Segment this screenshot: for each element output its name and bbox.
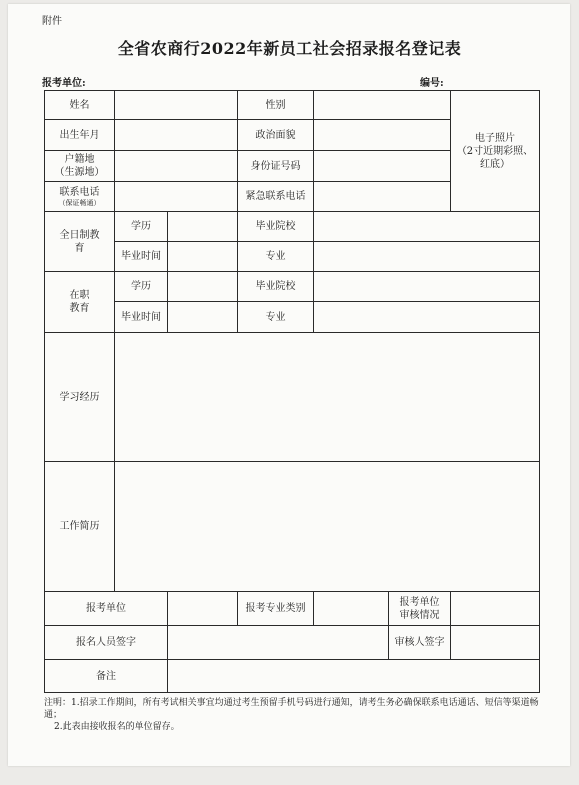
fulltime-grad-time-label: 毕业时间 <box>114 241 168 272</box>
inservice-major-label: 专业 <box>237 301 314 333</box>
phone-field[interactable] <box>114 181 238 212</box>
form-title: 全省农商行2022年新员工社会招录报名登记表 <box>117 39 462 58</box>
reviewer-sign-field[interactable] <box>450 625 540 660</box>
birth-field[interactable] <box>114 119 238 151</box>
unit-review-label: 报考单位审核情况 <box>388 591 451 626</box>
hukou-label <box>44 150 115 182</box>
gender-label: 性别 <box>237 90 314 120</box>
phone-text: 联系电话 <box>59 186 100 198</box>
photo-label: 电子照片 <box>475 132 515 144</box>
study-history-label: 学习经历 <box>44 332 115 462</box>
work-history-label: 工作简历 <box>44 461 115 592</box>
remarks-field[interactable] <box>167 659 540 693</box>
fulltime-school-label: 毕业院校 <box>237 211 314 242</box>
work-history-field[interactable] <box>114 461 540 592</box>
phone-label <box>44 181 115 212</box>
hukou-text: 户籍地 <box>64 154 95 165</box>
id-number-field[interactable] <box>313 150 451 182</box>
inservice-school-field[interactable] <box>313 271 540 302</box>
hukou-field[interactable] <box>114 150 238 182</box>
id-number-label: 身份证号码 <box>237 150 314 182</box>
hukou-note: （生源地） <box>54 167 105 178</box>
fulltime-edu-label: 全日制教育 <box>44 211 115 272</box>
inservice-grad-time-field[interactable] <box>167 301 238 333</box>
fulltime-school-field[interactable] <box>313 211 540 242</box>
inservice-edu-label: 在职教育 <box>44 271 115 333</box>
photo-box[interactable] <box>450 90 540 212</box>
phone-note: （保证畅通） <box>58 198 101 207</box>
inservice-grad-time-label: 毕业时间 <box>114 301 168 333</box>
apply-major-type-field[interactable] <box>313 591 389 626</box>
apply-unit-row-label: 报考单位 <box>44 591 168 626</box>
fulltime-major-field[interactable] <box>313 241 540 272</box>
footnote <box>44 697 544 733</box>
attachment-label: 附件 <box>42 16 62 27</box>
number-label: 编号: <box>420 78 444 89</box>
apply-major-type-label: 报考专业类别 <box>237 591 314 626</box>
birth-label: 出生年月 <box>44 119 115 151</box>
inservice-major-field[interactable] <box>313 301 540 333</box>
inservice-school-label: 毕业院校 <box>237 271 314 302</box>
fulltime-grad-time-field[interactable] <box>167 241 238 272</box>
emergency-phone-field[interactable] <box>313 181 451 212</box>
politics-label: 政治面貌 <box>237 119 314 151</box>
inservice-degree-field[interactable] <box>167 271 238 302</box>
inservice-degree-label: 学历 <box>114 271 168 302</box>
remarks-label: 备注 <box>44 659 168 693</box>
fulltime-major-label: 专业 <box>237 241 314 272</box>
fulltime-degree-label: 学历 <box>114 211 168 242</box>
photo-note: （2寸近期彩照、红底） <box>456 145 534 170</box>
apply-unit-label: 报考单位: <box>42 78 86 89</box>
name-label: 姓名 <box>44 90 115 120</box>
applicant-sign-field[interactable] <box>167 625 389 660</box>
apply-unit-field[interactable] <box>167 591 238 626</box>
footnote-line-2: 2.此表由接收报名的单位留存。 <box>54 722 180 732</box>
emergency-phone-label: 紧急联系电话 <box>237 181 314 212</box>
politics-field[interactable] <box>313 119 451 151</box>
unit-review-field[interactable] <box>450 591 540 626</box>
gender-field[interactable] <box>313 90 451 120</box>
footnote-line-1: 注明：1.招录工作期间，所有考试相关事宜均通过考生预留手机号码进行通知，请考生务必确保联系电话通话、短信等渠道畅通； <box>44 698 539 720</box>
reviewer-sign-label: 审核人签字 <box>388 625 451 660</box>
applicant-sign-label: 报名人员签字 <box>44 625 168 660</box>
name-field[interactable] <box>114 90 238 120</box>
study-history-field[interactable] <box>114 332 540 462</box>
fulltime-degree-field[interactable] <box>167 211 238 242</box>
